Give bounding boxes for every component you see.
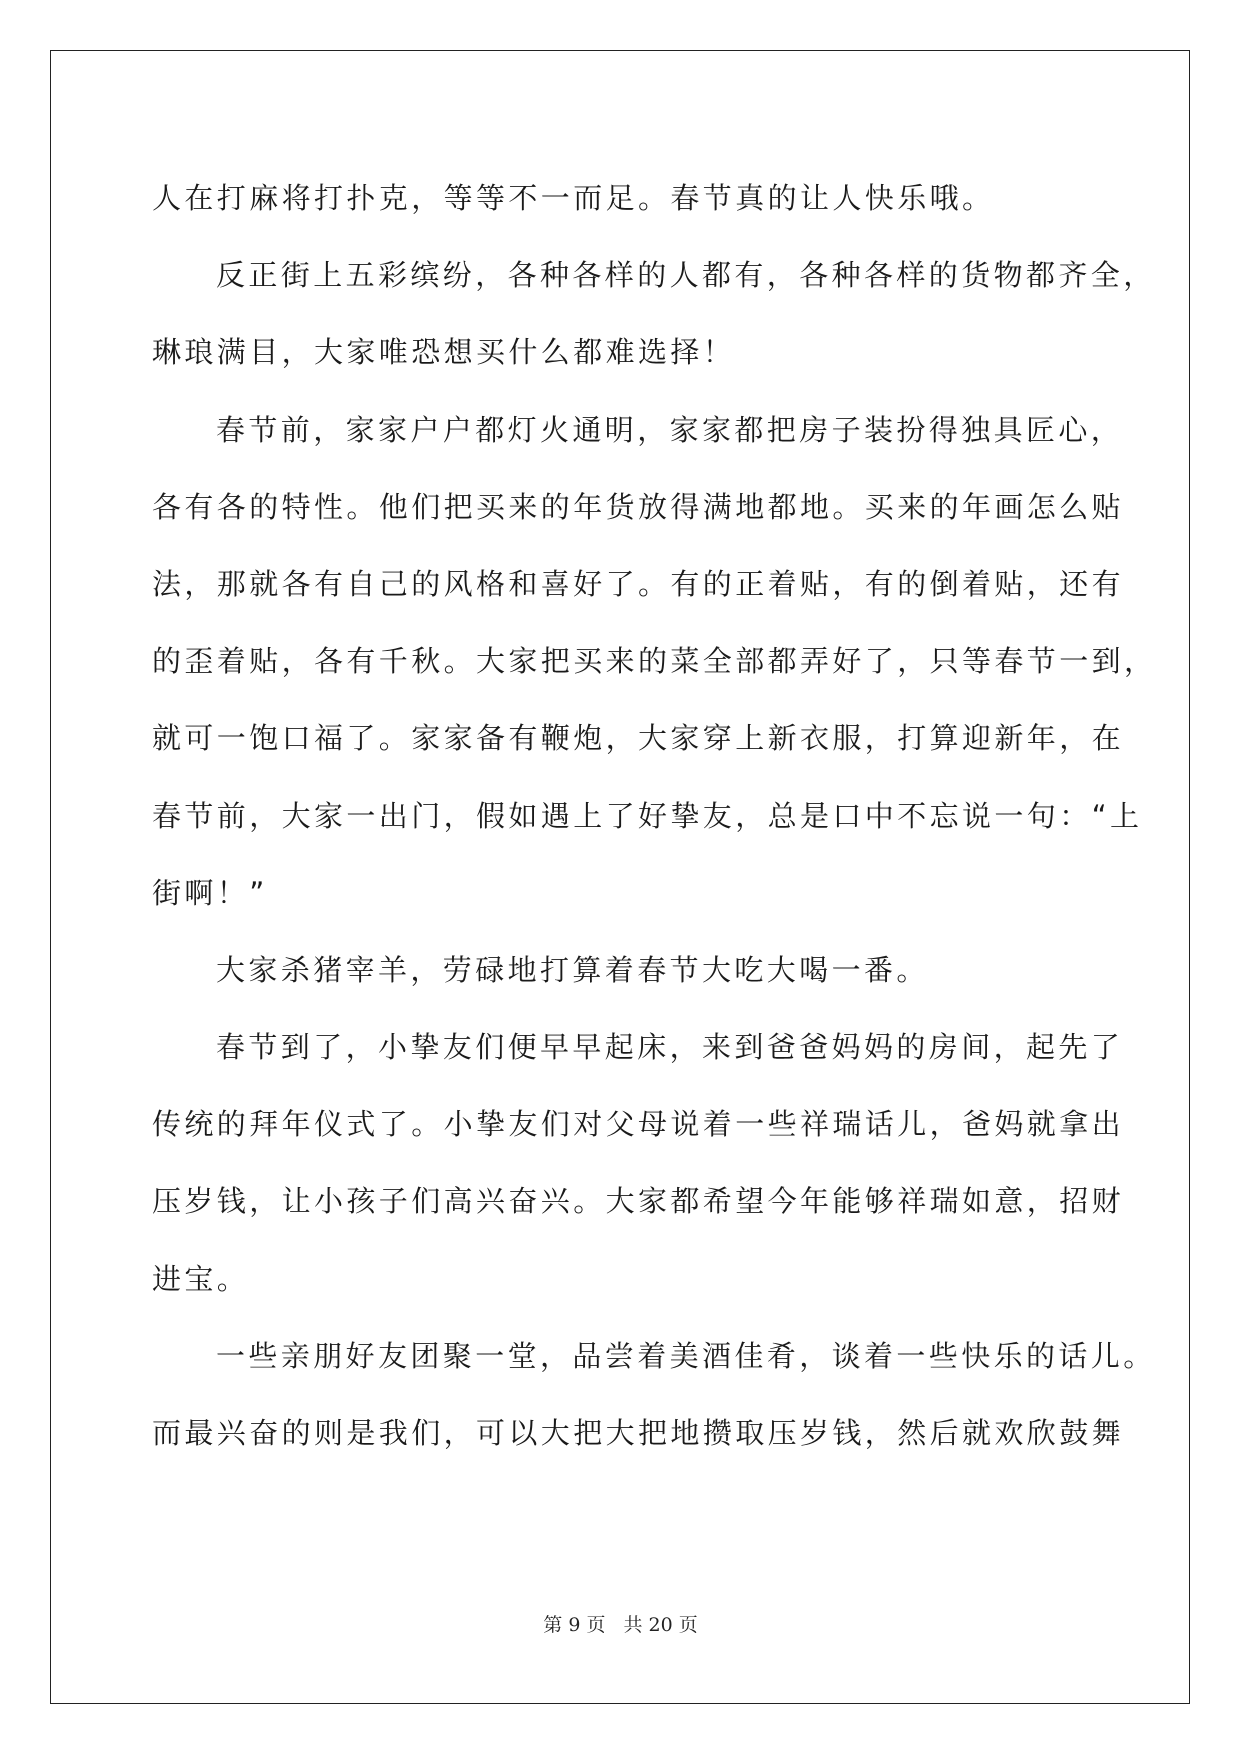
page-footer [0, 1610, 1241, 1637]
text-line: 压岁钱，让小孩子们高兴奋兴。大家都希望今年能够祥瑞如意，招财 [152, 1184, 1125, 1219]
paragraph [152, 1009, 1125, 1318]
page-total: 共 20 页 [623, 1614, 698, 1636]
text-line: 人在打麻将打扑克，等等不一而足。春节真的让人快乐哦。 [152, 181, 995, 215]
paragraph [152, 932, 1102, 1009]
page-number: 第 9 页 [543, 1614, 606, 1636]
text-line: 反正街上五彩缤纷，各种各样的人都有，各种各样的货物都齐全， [216, 258, 1156, 293]
paragraph [152, 160, 1102, 237]
paragraph [152, 237, 1156, 391]
text-line: 传统的拜年仪式了。小挚友们对父母说着一些祥瑞话儿，爸妈就拿出 [152, 1107, 1125, 1142]
text-line: 春节前，大家一出门，假如遇上了好挚友，总是口中不忘说一句：“上 [152, 798, 1143, 833]
text-line: 就可一饱口福了。家家备有鞭炮，大家穿上新衣服，打算迎新年，在 [152, 721, 1125, 756]
text-line: 各有各的特性。他们把买来的年货放得满地都地。买来的年画怎么贴 [152, 489, 1125, 524]
text-line: 春节到了，小挚友们便早早起床，来到爸爸妈妈的房间，起先了 [216, 1030, 1124, 1065]
document-body [152, 160, 1157, 1472]
text-line: 而最兴奋的则是我们，可以大把大把地攒取压岁钱，然后就欢欣鼓舞 [152, 1416, 1125, 1450]
paragraph [152, 392, 1157, 932]
text-line: 大家杀猪宰羊，劳碌地打算着春节大吃大喝一番。 [216, 952, 929, 987]
text-line: 琳琅满目，大家唯恐想买什么都难选择！ [152, 335, 736, 370]
text-line: 的歪着贴，各有千秋。大家把买来的菜全部都弄好了，只等春节一到， [152, 644, 1157, 679]
text-line: 街啊！” [152, 875, 268, 910]
paragraph [152, 1318, 1156, 1472]
text-line: 春节前，家家户户都灯火通明，家家都把房子装扮得独具匠心， [216, 412, 1124, 447]
text-line: 进宝。 [152, 1261, 250, 1296]
text-line: 法，那就各有自己的风格和喜好了。有的正着贴，有的倒着贴，还有 [152, 566, 1125, 601]
text-line: 一些亲朋好友团聚一堂，品尝着美酒佳肴，谈着一些快乐的话儿。 [216, 1338, 1156, 1373]
